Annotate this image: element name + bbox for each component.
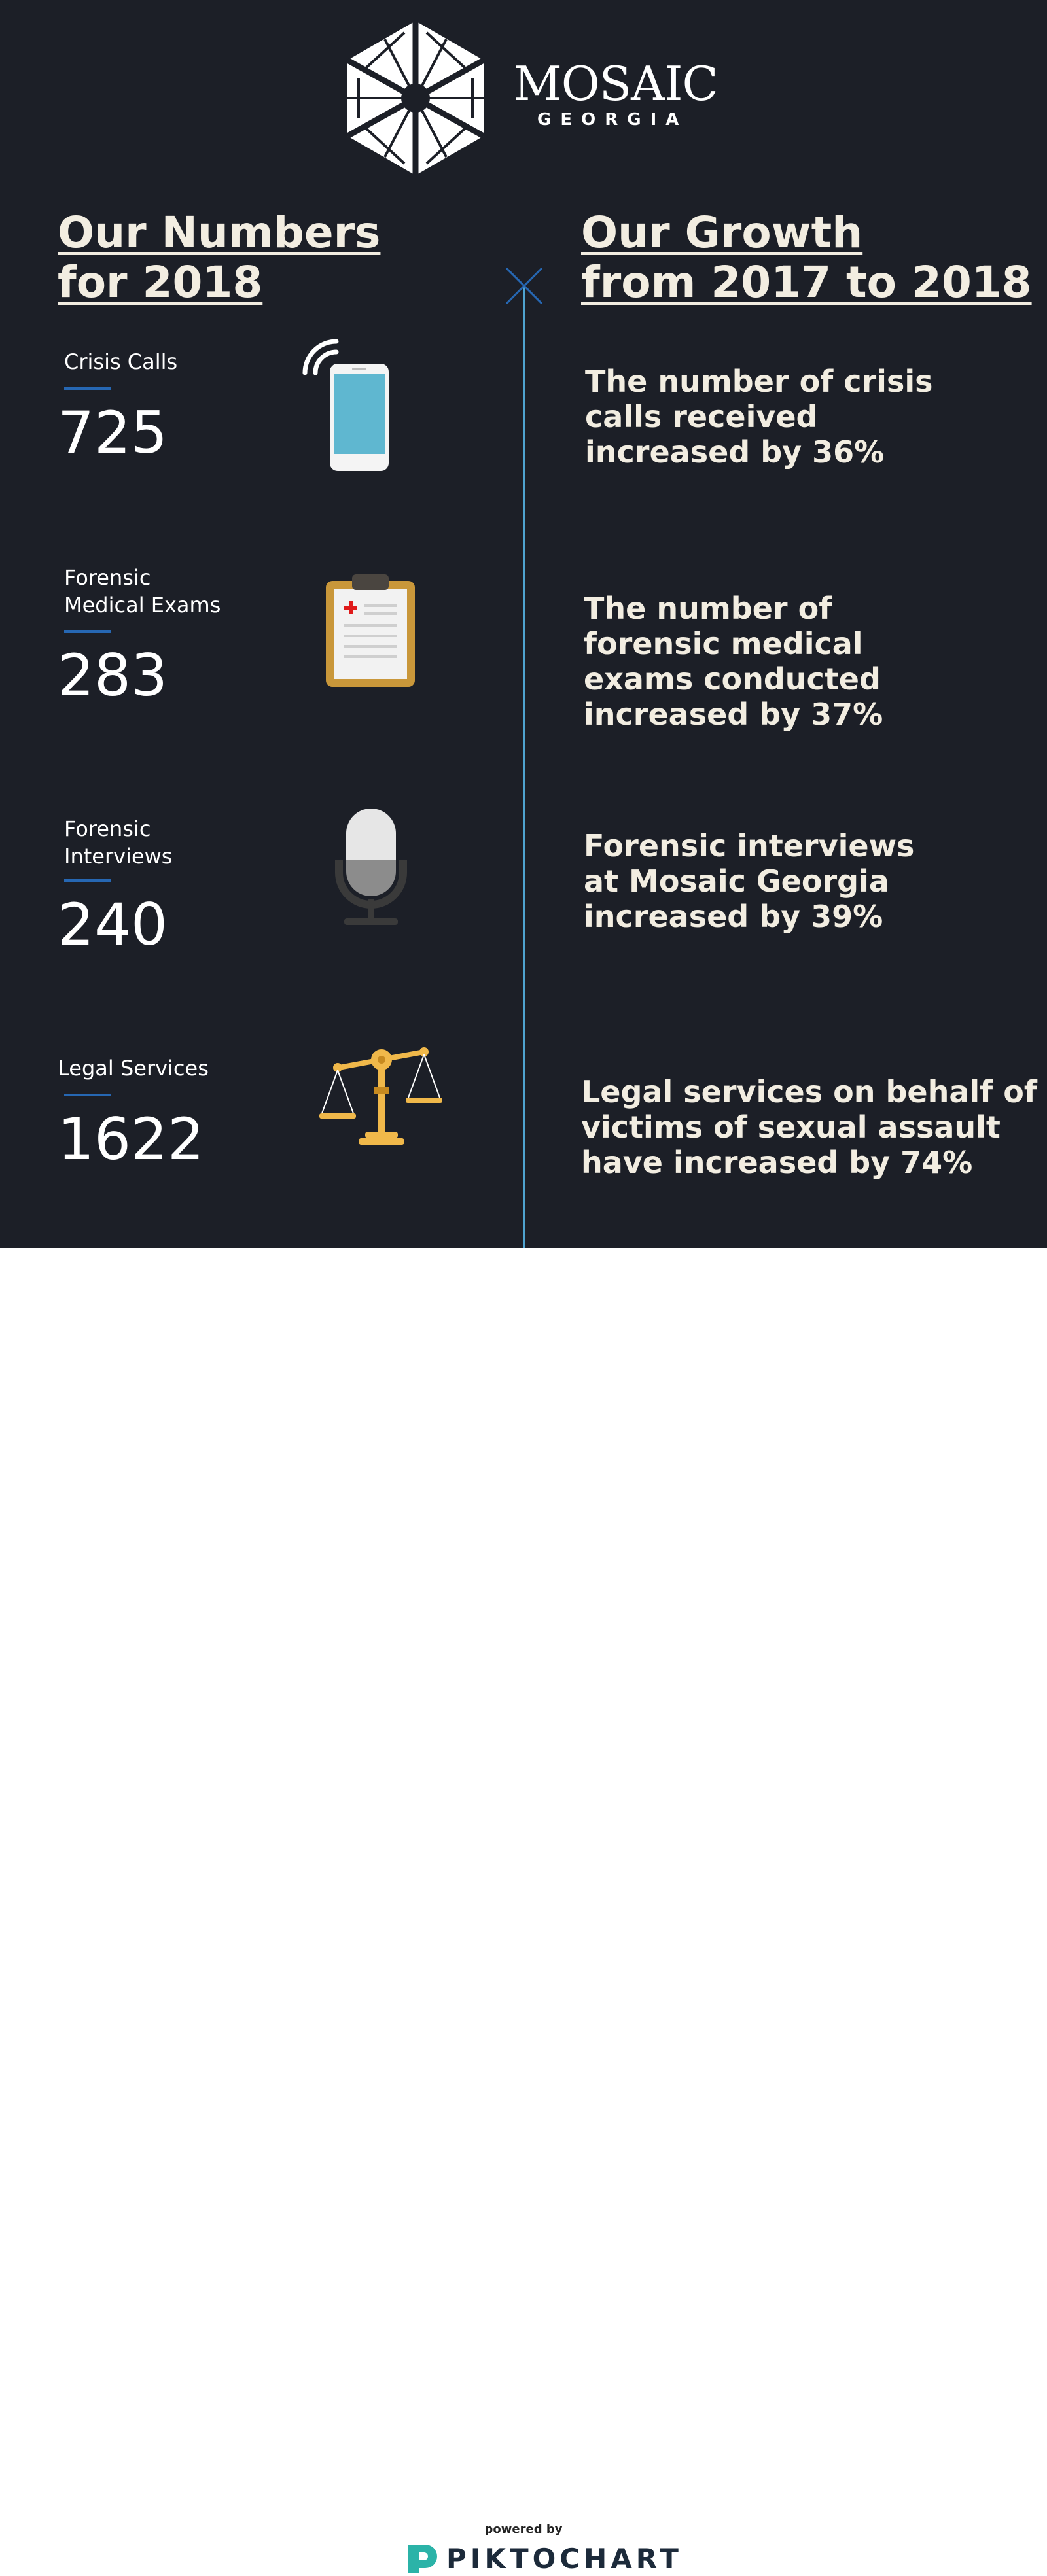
smartphone-icon — [300, 335, 391, 472]
numbers-heading-line2: for 2018 — [58, 257, 263, 307]
stat-rule — [64, 1094, 111, 1096]
microphone-icon — [335, 807, 407, 926]
growth-line: The number of — [584, 591, 832, 626]
stat-label-interviews — [64, 815, 172, 870]
stat-label-crisis-calls — [64, 348, 177, 375]
stat-label-line: Interviews — [64, 844, 173, 869]
brand-name: MOSAIC — [514, 56, 718, 111]
clipboard-icon — [326, 574, 415, 687]
stat-value-crisis-calls: 725 — [58, 399, 168, 466]
stat-label-line: Forensic — [64, 816, 151, 841]
growth-legal-services — [581, 1074, 1037, 1180]
growth-line: victims of sexual assault — [581, 1109, 1001, 1145]
footer — [0, 1248, 1047, 2575]
stat-label-line: Forensic — [64, 565, 151, 590]
stat-label-line: Crisis Calls — [64, 349, 178, 374]
stat-value-interviews: 240 — [58, 891, 168, 958]
growth-line: increased by 37% — [584, 697, 883, 732]
stat-label-legal-services — [58, 1054, 209, 1082]
growth-line: have increased by 74% — [581, 1145, 973, 1180]
divider-cross-icon — [506, 268, 542, 304]
growth-line: increased by 36% — [585, 434, 885, 470]
infographic-body — [0, 0, 1047, 1248]
growth-line: at Mosaic Georgia — [584, 863, 889, 899]
mosaic-logo-icon — [346, 20, 486, 177]
stat-label-line: Medical Exams — [64, 593, 221, 618]
numbers-heading-line1: Our Numbers — [58, 207, 381, 258]
growth-line: The number of crisis — [585, 364, 933, 399]
growth-crisis-calls — [585, 364, 932, 470]
piktochart-logo-icon[interactable] — [406, 2542, 437, 2576]
stat-label-line: Legal Services — [58, 1056, 209, 1081]
scales-icon — [319, 1045, 446, 1146]
stat-rule — [64, 630, 111, 633]
growth-line: calls received — [585, 399, 818, 434]
stat-rule — [64, 387, 111, 390]
growth-heading-line1: Our Growth — [581, 207, 863, 258]
stat-rule — [64, 879, 111, 882]
growth-line: forensic medical — [584, 626, 863, 661]
growth-interviews — [584, 828, 914, 934]
growth-medical-exams — [584, 591, 883, 732]
stat-label-medical-exams — [64, 564, 221, 619]
vertical-divider — [523, 285, 525, 1248]
growth-line: increased by 39% — [584, 899, 883, 934]
piktochart-wordmark[interactable]: PIKTOCHART — [446, 2543, 683, 2575]
powered-by-label: powered by — [484, 2522, 563, 2536]
numbers-heading — [58, 208, 380, 307]
growth-line: exams conducted — [584, 661, 881, 697]
growth-line: Forensic interviews — [584, 828, 915, 863]
growth-heading-line2: from 2017 to 2018 — [581, 257, 1032, 307]
growth-heading — [581, 208, 1032, 307]
stat-value-medical-exams: 283 — [58, 642, 168, 709]
growth-line: Legal services on behalf of — [581, 1074, 1037, 1109]
stat-value-legal-services: 1622 — [58, 1105, 204, 1173]
brand-subtitle: GEORGIA — [537, 110, 688, 130]
